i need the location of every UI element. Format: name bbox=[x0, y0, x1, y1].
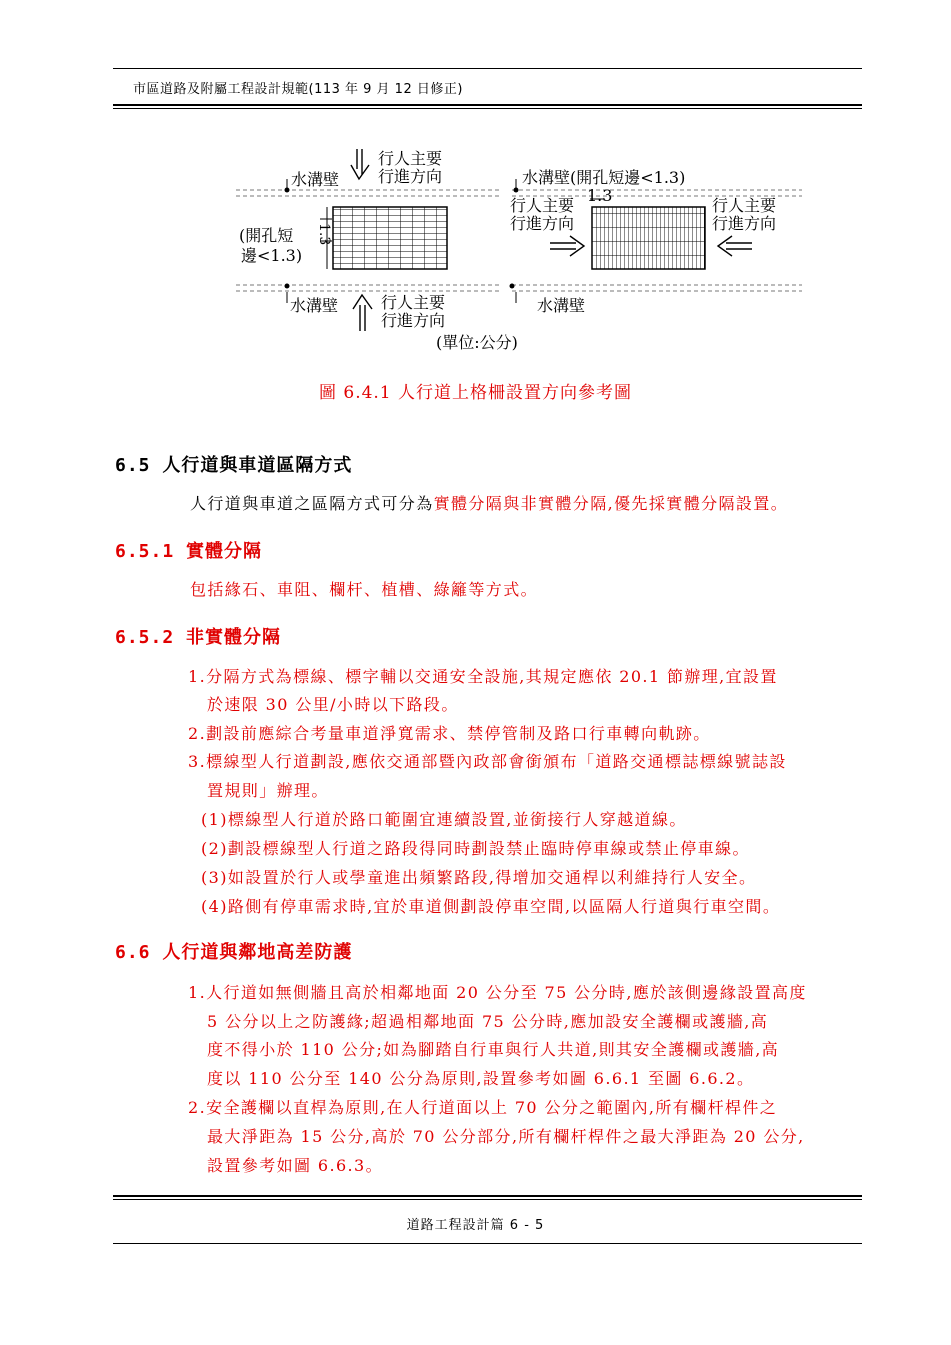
right-gutter-wall-bottom: 水溝壁 bbox=[537, 296, 586, 315]
arrow-up-icon bbox=[353, 295, 372, 331]
left-opening-note-1: (開孔短 bbox=[239, 226, 294, 245]
section-6-5-intro bbox=[190, 489, 788, 518]
arrow-right-icon bbox=[550, 236, 584, 256]
s66-item1-line2: 5 公分以上之防護緣;超過相鄰地面 75 公分時,應加設安全護欄或護牆,高 bbox=[207, 1012, 769, 1031]
s652-sub3: (3)如設置於行人或學童進出頻繁路段,得增加交通桿以利維持行人安全。 bbox=[201, 868, 757, 887]
left-direction-top-1: 行人主要 bbox=[378, 149, 443, 168]
left-opening-note-2: 邊<1.3) bbox=[241, 246, 303, 265]
right-grating bbox=[592, 207, 705, 269]
s66-item1-line1: 1.人行道如無側牆且高於相鄰地面 20 公分至 75 公分時,應於該側邊緣設置高度 bbox=[188, 983, 807, 1002]
s66-item2-line2: 最大淨距為 15 公分,高於 70 公分部分,所有欄杆桿件之最大淨距為 20 公分, bbox=[207, 1127, 805, 1146]
section-6-5-2-heading: 6.5.2 非實體分隔 bbox=[115, 627, 282, 648]
footer-rule-thick bbox=[113, 1195, 862, 1197]
s652-item2: 2.劃設前應綜合考量車道淨寬需求、禁停管制及路口行車轉向軌跡。 bbox=[188, 724, 711, 743]
s652-item1-line1: 1.分隔方式為標線、標字輔以交通安全設施,其規定應依 20.1 節辦理,宜設置 bbox=[188, 667, 778, 686]
left-grating bbox=[333, 207, 447, 269]
page-footer: 道路工程設計篇 6 - 5 bbox=[406, 1218, 545, 1233]
section-6-5-heading: 6.5 人行道與車道區隔方式 bbox=[115, 455, 353, 476]
figure-caption: 圖 6.4.1 人行道上格柵設置方向參考圖 bbox=[318, 383, 633, 403]
header-top-rule bbox=[113, 68, 862, 69]
s652-sub2: (2)劃設標線型人行道之路段得同時劃設禁止臨時停車線或禁止停車線。 bbox=[201, 839, 750, 858]
right-direction-left-2: 行進方向 bbox=[510, 214, 575, 233]
footer-rule-thin bbox=[113, 1199, 862, 1200]
left-direction-bottom-1: 行人主要 bbox=[381, 293, 446, 312]
figure-unit: (單位:公分) bbox=[436, 333, 518, 352]
grating-direction-figure bbox=[232, 143, 802, 358]
s66-item2-line3: 設置參考如圖 6.6.3。 bbox=[207, 1156, 383, 1175]
left-dimension: 1.3 bbox=[316, 223, 332, 246]
header-rule-thick bbox=[113, 104, 862, 106]
right-direction-left-1: 行人主要 bbox=[510, 196, 575, 215]
left-direction-bottom-2: 行進方向 bbox=[381, 311, 446, 330]
s652-item1-line2: 於速限 30 公里/小時以下路段。 bbox=[207, 695, 459, 714]
section-6-5-1-body: 包括緣石、車阻、欄杆、植槽、綠籬等方式。 bbox=[190, 580, 539, 599]
right-direction-right-2: 行進方向 bbox=[712, 214, 777, 233]
arrow-left-icon bbox=[718, 236, 752, 256]
right-direction-right-1: 行人主要 bbox=[712, 196, 777, 215]
running-header: 市區道路及附屬工程設計規範(113 年 9 月 12 日修正) bbox=[133, 82, 463, 97]
intro-black: 人行道與車道之區隔方式可分為 bbox=[190, 494, 434, 513]
footer-bottom-rule bbox=[113, 1243, 862, 1244]
intro-red: 實體分隔與非實體分隔,優先採實體分隔設置。 bbox=[433, 494, 789, 513]
s652-sub1: (1)標線型人行道於路口範圍宜連續設置,並銜接行人穿越道線。 bbox=[201, 810, 687, 829]
section-6-6-heading: 6.6 人行道與鄰地高差防護 bbox=[115, 942, 353, 963]
s66-item1-line3: 度不得小於 110 公分;如為腳踏自行車與行人共道,則其安全護欄或護牆,高 bbox=[207, 1040, 780, 1059]
s66-item1-line4: 度以 110 公分至 140 公分為原則,設置參考如圖 6.6.1 至圖 6.6.2。 bbox=[207, 1069, 755, 1088]
right-gutter-wall-top: 水溝壁(開孔短邊<1.3) bbox=[522, 168, 686, 187]
arrow-down-icon bbox=[351, 149, 369, 179]
s652-sub4: (4)路側有停車需求時,宜於車道側劃設停車空間,以區隔人行道與行車空間。 bbox=[201, 897, 781, 916]
section-6-5-1-heading: 6.5.1 實體分隔 bbox=[115, 541, 263, 562]
s66-item2-line1: 2.安全護欄以直桿為原則,在人行道面以上 70 公分之範圍內,所有欄杆桿件之 bbox=[188, 1098, 778, 1117]
left-gutter-wall-bottom: 水溝壁 bbox=[290, 296, 339, 315]
s652-item3-line2: 置規則」辦理。 bbox=[207, 781, 329, 800]
right-dimension: 1.3 bbox=[587, 186, 613, 205]
left-direction-top-2: 行進方向 bbox=[378, 167, 443, 186]
header-rule-thin bbox=[113, 108, 862, 109]
s652-item3-line1: 3.標線型人行道劃設,應依交通部暨內政部會銜頒布「道路交通標誌標線號誌設 bbox=[188, 752, 787, 771]
left-gutter-wall-top: 水溝壁 bbox=[291, 170, 340, 189]
